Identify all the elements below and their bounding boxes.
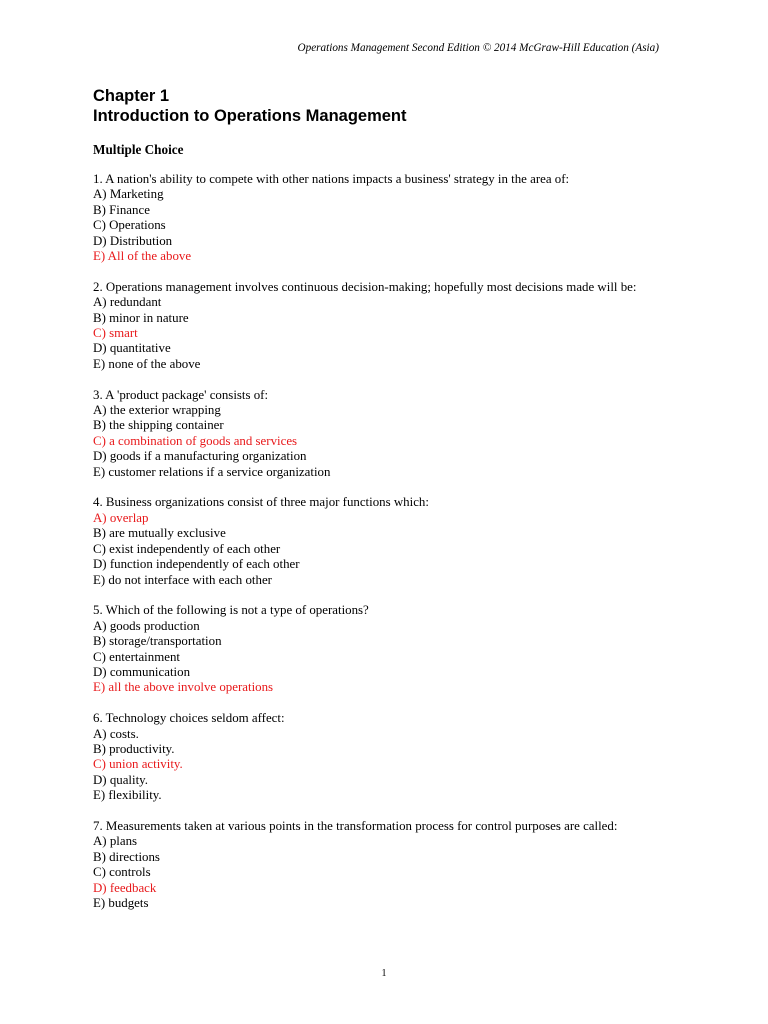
answer-option: A) the exterior wrapping [93, 403, 221, 418]
answer-option: B) are mutually exclusive [93, 526, 226, 541]
page-number: 1 [381, 968, 387, 979]
question-item [93, 603, 683, 695]
answer-option: B) productivity. [93, 741, 175, 756]
question-text: 2. Operations management involves continuous decision-making; hopefully most decisions made will be: [93, 279, 637, 294]
answer-option: D) goods if a manufacturing organization [93, 449, 307, 464]
question-item [93, 495, 683, 587]
answer-option: B) Finance [93, 202, 150, 217]
answer-option: D) quantitative [93, 341, 171, 356]
answer-option-correct: E) All of the above [93, 249, 192, 264]
answer-option-correct: E) all the above involve operations [93, 680, 274, 695]
question-text: 7. Measurements taken at various points in the transformation process for control purposes are called: [93, 818, 618, 833]
answer-option: E) budgets [93, 896, 149, 910]
question-item [93, 172, 683, 264]
question-item [93, 280, 683, 372]
answer-option: D) Distribution [93, 233, 173, 248]
answer-option: B) the shipping container [93, 418, 224, 433]
answer-option-correct: A) overlap [93, 510, 149, 525]
answer-option-correct: D) feedback [93, 880, 157, 895]
answer-option: B) minor in nature [93, 310, 189, 325]
answer-option-correct: C) union activity. [93, 757, 183, 772]
page-content [93, 86, 683, 927]
chapter-title [93, 86, 683, 126]
answer-option: A) goods production [93, 618, 200, 633]
answer-option: D) quality. [93, 772, 149, 787]
answer-option: A) Marketing [93, 187, 164, 202]
chapter-number: Chapter 1 [93, 87, 170, 105]
page-header: Operations Management Second Edition © 2014 McGraw-Hill Education (Asia) [297, 42, 659, 54]
answer-option: D) function independently of each other [93, 557, 300, 572]
section-title: Multiple Choice [93, 142, 184, 157]
answer-option: B) directions [93, 849, 160, 864]
chapter-name: Introduction to Operations Management [93, 107, 407, 125]
answer-option-correct: C) smart [93, 326, 138, 341]
question-text: 1. A nation's ability to compete with other nations impacts a business' strategy in the area of: [93, 172, 570, 186]
answer-option: C) entertainment [93, 649, 180, 664]
answer-option: A) redundant [93, 295, 162, 310]
answer-option: A) costs. [93, 726, 139, 741]
question-text: 5. Which of the following is not a type of operations? [93, 603, 369, 618]
answer-option: A) plans [93, 834, 138, 849]
answer-option: D) communication [93, 664, 191, 679]
answer-option-correct: C) a combination of goods and services [93, 433, 298, 448]
answer-option: C) exist independently of each other [93, 541, 281, 556]
answer-option: E) do not interface with each other [93, 572, 272, 587]
question-item [93, 711, 683, 803]
question-item [93, 388, 683, 480]
answer-option: C) controls [93, 865, 151, 880]
answer-option: E) flexibility. [93, 788, 162, 803]
question-text: 4. Business organizations consist of three major functions which: [93, 495, 429, 510]
answer-option: E) none of the above [93, 356, 201, 371]
question-list [93, 172, 683, 911]
answer-option: C) Operations [93, 218, 166, 233]
question-text: 3. A 'product package' consists of: [93, 387, 269, 402]
question-text: 6. Technology choices seldom affect: [93, 711, 285, 726]
answer-option: E) customer relations if a service organization [93, 464, 331, 479]
answer-option: B) storage/transportation [93, 634, 222, 649]
question-item [93, 819, 683, 911]
